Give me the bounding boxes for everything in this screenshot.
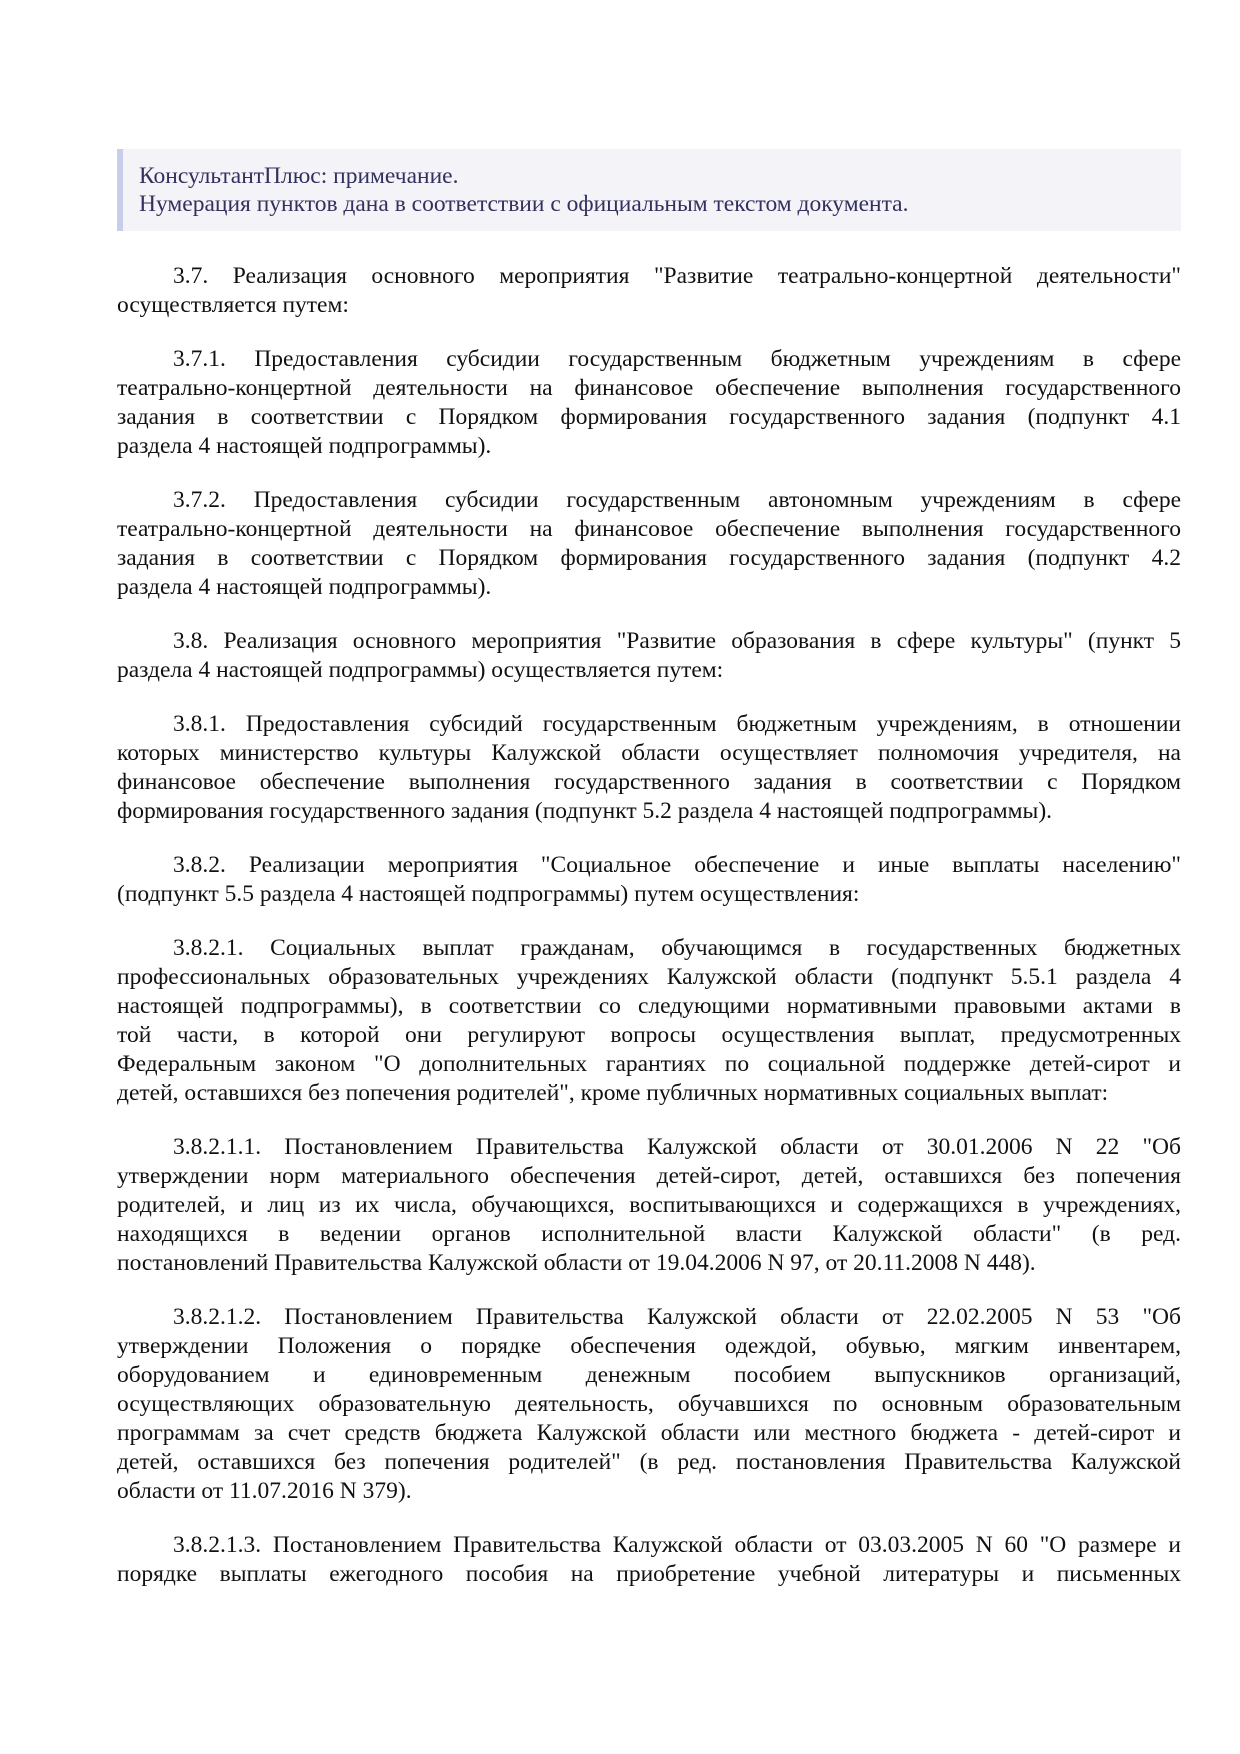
paragraph-line: театрально-концертной деятельности на финансовое обеспечение выполнения государственного: [117, 516, 1181, 542]
document-body: [117, 262, 1181, 1614]
consultant-note: [117, 149, 1181, 231]
paragraph-line: (подпункт 5.5 раздела 4 настоящей подпрограммы) путем осуществления:: [117, 881, 860, 907]
paragraph: [117, 851, 1181, 909]
paragraph: [117, 1303, 1181, 1506]
paragraph-line: детей, оставшихся без попечения родителей" (в ред. постановления Правительства Калужской: [117, 1449, 1181, 1475]
paragraph-line: осуществляющих образовательную деятельность, обучавшихся по основным образовательным: [117, 1391, 1181, 1417]
paragraph-line: задания в соответствии с Порядком формирования государственного задания (подпункт 4.1: [117, 404, 1181, 430]
paragraph-line: 3.8.1. Предоставления субсидий государственным бюджетным учреждениям, в отношении: [173, 711, 1181, 737]
paragraph-line: которых министерство культуры Калужской области осуществляет полномочия учредителя, на: [117, 740, 1181, 766]
paragraph: [117, 627, 1181, 685]
paragraph-line: 3.8.2.1.2. Постановлением Правительства Калужской области от 22.02.2005 N 53 "Об: [173, 1304, 1181, 1330]
paragraph-line: театрально-концертной деятельности на финансовое обеспечение выполнения государственного: [117, 375, 1181, 401]
paragraph: [117, 710, 1181, 826]
paragraph-line: постановлений Правительства Калужской области от 19.04.2006 N 97, от 20.11.2008 N 448).: [117, 1250, 1036, 1276]
paragraph: [117, 934, 1181, 1108]
paragraph: [117, 486, 1181, 602]
paragraph-line: 3.8.2.1.1. Постановлением Правительства Калужской области от 30.01.2006 N 22 "Об: [173, 1134, 1181, 1160]
paragraph-line: родителей, и лиц из их числа, обучающихся, воспитывающихся и содержащихся в учреждениях,: [117, 1192, 1181, 1218]
paragraph-line: раздела 4 настоящей подпрограммы).: [117, 433, 492, 459]
paragraph-line: 3.8.2.1. Социальных выплат гражданам, обучающимся в государственных бюджетных: [173, 935, 1181, 961]
paragraph-line: формирования государственного задания (подпункт 5.2 раздела 4 настоящей подпрограммы).: [117, 798, 1053, 824]
paragraph-line: задания в соответствии с Порядком формирования государственного задания (подпункт 4.2: [117, 545, 1181, 571]
paragraph-line: области от 11.07.2016 N 379).: [117, 1478, 412, 1504]
paragraph-line: оборудованием и единовременным денежным пособием выпускников организаций,: [117, 1362, 1181, 1388]
paragraph-line: осуществляется путем:: [117, 292, 349, 318]
paragraph-line: Федеральным законом "О дополнительных гарантиях по социальной поддержке детей-сирот и: [117, 1051, 1181, 1077]
paragraph-line: порядке выплаты ежегодного пособия на приобретение учебной литературы и письменных: [117, 1561, 1181, 1587]
paragraph-line: 3.8.2.1.3. Постановлением Правительства Калужской области от 03.03.2005 N 60 "О размере и: [173, 1532, 1181, 1558]
paragraph-line: утверждении норм материального обеспечения детей-сирот, детей, оставшихся без попечения: [117, 1163, 1181, 1189]
paragraph-line: 3.7.1. Предоставления субсидии государственным бюджетным учреждениям в сфере: [173, 346, 1181, 372]
paragraph-line: финансовое обеспечение выполнения государственного задания в соответствии с Порядком: [117, 769, 1181, 795]
paragraph: [117, 262, 1181, 320]
paragraph-line: 3.7.2. Предоставления субсидии государственным автономным учреждениям в сфере: [173, 487, 1181, 513]
paragraph-line: детей, оставшихся без попечения родителей", кроме публичных нормативных социальных выплат:: [117, 1080, 1109, 1106]
paragraph-line: 3.8. Реализация основного мероприятия "Развитие образования в сфере культуры" (пункт 5: [173, 628, 1181, 654]
note-text: Нумерация пунктов дана в соответствии с официальным текстом документа.: [139, 191, 909, 217]
paragraph-line: утверждении Положения о порядке обеспечения одеждой, обувью, мягким инвентарем,: [117, 1333, 1181, 1359]
paragraph-line: находящихся в ведении органов исполнительной власти Калужской области" (в ред.: [117, 1221, 1181, 1247]
paragraph: [117, 345, 1181, 461]
paragraph-line: настоящей подпрограммы), в соответствии со следующими нормативными правовыми актами в: [117, 993, 1181, 1019]
paragraph-line: 3.8.2. Реализации мероприятия "Социальное обеспечение и иные выплаты населению": [173, 852, 1181, 878]
paragraph-line: профессиональных образовательных учреждениях Калужской области (подпункт 5.5.1 раздела 4: [117, 964, 1181, 990]
note-title: КонсультантПлюс: примечание.: [139, 163, 459, 189]
paragraph: [117, 1133, 1181, 1278]
paragraph-line: программам за счет средств бюджета Калужской области или местного бюджета - детей-сирот и: [117, 1420, 1181, 1446]
paragraph-line: раздела 4 настоящей подпрограммы) осуществляется путем:: [117, 657, 724, 683]
paragraph-line: раздела 4 настоящей подпрограммы).: [117, 574, 492, 600]
paragraph: [117, 1531, 1181, 1589]
paragraph-line: 3.7. Реализация основного мероприятия "Развитие театрально-концертной деятельности": [173, 263, 1181, 289]
paragraph-line: той части, в которой они регулируют вопросы осуществления выплат, предусмотренных: [117, 1022, 1181, 1048]
